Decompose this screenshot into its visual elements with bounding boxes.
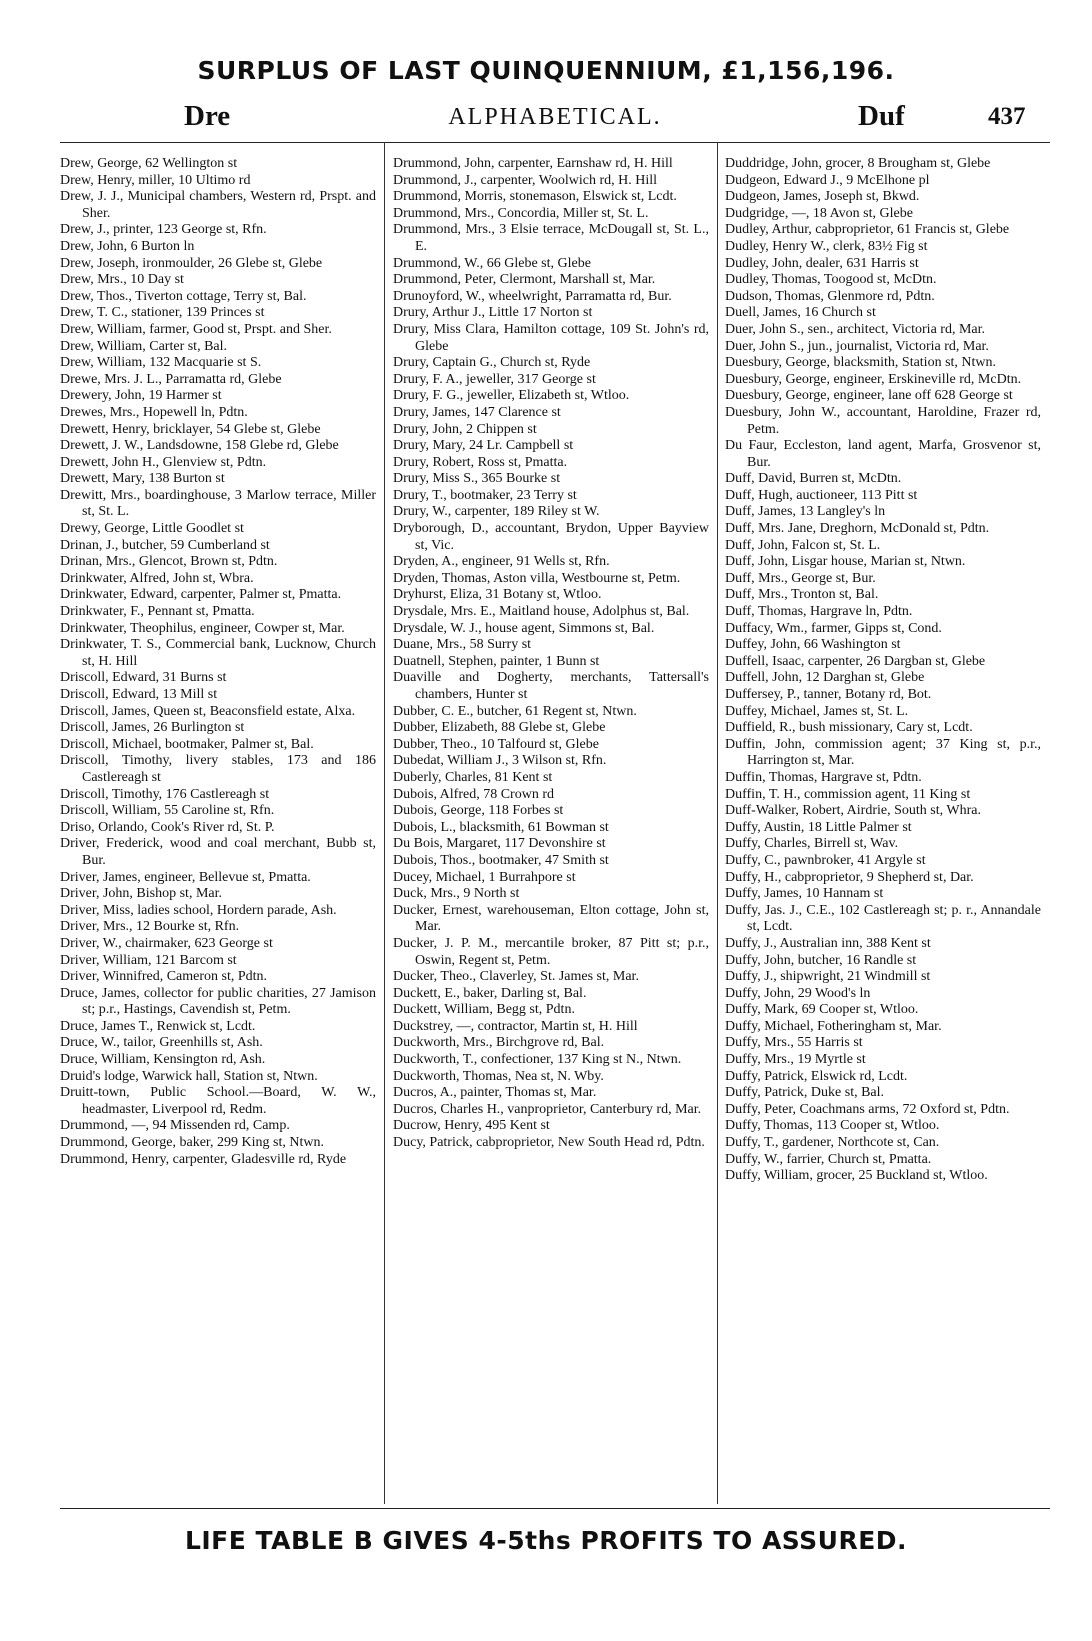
directory-entry: Drew, Mrs., 10 Day st xyxy=(60,272,184,288)
directory-entry: Drummond, Morris, stonemason, Elswick st, Lcdt. xyxy=(393,189,677,205)
directory-entry: Duff-Walker, Robert, Airdrie, South st, Whra. xyxy=(725,803,981,819)
directory-entry: Dudley, Thomas, Toogood st, McDtn. xyxy=(725,272,937,288)
directory-entry: Duckworth, Thomas, Nea st, N. Wby. xyxy=(393,1068,604,1084)
directory-entry: Drury, Mary, 24 Lr. Campbell st xyxy=(393,438,574,454)
directory-entry: Drinkwater, T. S., Commercial bank, Lucknow, Church st, H. Hill xyxy=(60,637,376,669)
directory-entry: Driver, Miss, ladies school, Hordern parade, Ash. xyxy=(60,902,337,918)
directory-entry: Duffy, Mrs., 55 Harris st xyxy=(725,1035,863,1051)
directory-entry: Drummond, Mrs., Concordia, Miller st, St. L. xyxy=(393,205,649,221)
directory-entry: Duer, John S., jun., journalist, Victoria rd, Mar. xyxy=(725,338,989,354)
directory-entry: Duer, John S., sen., architect, Victoria rd, Mar. xyxy=(725,321,985,337)
header-range-start: Dre xyxy=(184,100,231,132)
directory-entry: Duesbury, George, engineer, lane off 628 George st xyxy=(725,388,1013,404)
directory-entry: Drury, F. A., jeweller, 317 George st xyxy=(393,371,596,387)
directory-entry: Dryhurst, Eliza, 31 Botany st, Wtloo. xyxy=(393,587,602,603)
directory-entry: Ducker, J. P. M., mercantile broker, 87 Pitt st; p.r., Oswin, Regent st, Petm. xyxy=(393,935,709,968)
directory-entry: Duffy, William, grocer, 25 Buckland st, Wtloo. xyxy=(725,1168,988,1184)
directory-entry: Dudson, Thomas, Glenmore rd, Pdtn. xyxy=(725,288,935,304)
directory-entry: Duffy, H., cabproprietor, 9 Shepherd st, Dar. xyxy=(725,869,974,885)
directory-entry: Driver, Mrs., 12 Bourke st, Rfn. xyxy=(60,919,240,935)
directory-entry: Druce, James, collector for public charities, 27 Jamison st; p.r., Hastings, Cavendish st, Petm. xyxy=(60,985,376,1018)
directory-entry: Du Bois, Margaret, 117 Devonshire st xyxy=(393,836,606,852)
footer-rule xyxy=(60,1508,1050,1509)
directory-entry: Drummond, Henry, carpenter, Gladesville rd, Ryde xyxy=(60,1151,347,1167)
directory-entry: Drewery, John, 19 Harmer st xyxy=(60,388,222,404)
directory-entry: Drury, T., bootmaker, 23 Terry st xyxy=(393,487,577,503)
directory-entry: Druce, James T., Renwick st, Lcdt. xyxy=(60,1018,256,1034)
directory-entry: Drinan, J., butcher, 59 Cumberland st xyxy=(60,537,270,553)
directory-entry: Duff, Mrs., George st, Bur. xyxy=(725,570,876,586)
directory-entry: Ducker, Theo., Claverley, St. James st, Mar. xyxy=(393,969,639,985)
directory-entry: Dryden, Thomas, Aston villa, Westbourne st, Petm. xyxy=(393,570,681,586)
directory-column-3 xyxy=(725,156,1041,1501)
directory-entry: Drewett, John H., Glenview st, Pdtn. xyxy=(60,454,267,470)
directory-entry: Drewy, George, Little Goodlet st xyxy=(60,521,244,537)
directory-entry: Driscoll, Timothy, livery stables, 173 and 186 Castlereagh st xyxy=(60,753,376,785)
directory-entry: Drysdale, Mrs. E., Maitland house, Adolphus st, Bal. xyxy=(393,604,690,620)
directory-entry: Dudgeon, Edward J., 9 McElhone pl xyxy=(725,172,930,188)
directory-entry: Drewe, Mrs. J. L., Parramatta rd, Glebe xyxy=(60,371,282,387)
directory-entry: Drew, Henry, miller, 10 Ultimo rd xyxy=(60,172,251,188)
directory-entry: Duff, James, 13 Langley's ln xyxy=(725,504,886,520)
directory-entry: Drewett, Mary, 138 Burton st xyxy=(60,471,225,487)
directory-entry: Duffy, Patrick, Elswick rd, Lcdt. xyxy=(725,1068,908,1084)
directory-entry: Drew, T. C., stationer, 139 Princes st xyxy=(60,305,265,321)
directory-entry: Ducey, Michael, 1 Burrahpore st xyxy=(393,869,576,885)
directory-entry: Drinkwater, Edward, carpenter, Palmer st, Pmatta. xyxy=(60,587,342,603)
column-divider xyxy=(717,142,718,1504)
directory-entry: Drew, Thos., Tiverton cottage, Terry st, Bal. xyxy=(60,288,307,304)
directory-entry: Drewett, J. W., Landsdowne, 158 Glebe rd, Glebe xyxy=(60,438,339,454)
directory-entry: Driver, W., chairmaker, 623 George st xyxy=(60,935,273,951)
directory-entry: Duckett, William, Begg st, Pdtn. xyxy=(393,1002,575,1018)
directory-entry: Duffy, John, butcher, 16 Randle st xyxy=(725,952,917,968)
directory-entry: Duffy, T., gardener, Northcote st, Can. xyxy=(725,1135,940,1151)
directory-entry: Drury, Robert, Ross st, Pmatta. xyxy=(393,454,568,470)
directory-entry: Drew, John, 6 Burton ln xyxy=(60,238,195,254)
directory-entry: Duffy, John, 29 Wood's ln xyxy=(725,985,871,1001)
directory-entry: Drummond, George, baker, 299 King st, Ntwn. xyxy=(60,1135,324,1151)
directory-entry: Dubois, George, 118 Forbes st xyxy=(393,803,564,819)
directory-entry: Ducy, Patrick, cabproprietor, New South Head rd, Pdtn. xyxy=(393,1135,705,1151)
directory-entry: Duffy, C., pawnbroker, 41 Argyle st xyxy=(725,852,926,868)
directory-entry: Dudley, Arthur, cabproprietor, 61 Francis st, Glebe xyxy=(725,222,1010,238)
directory-entry: Drummond, W., 66 Glebe st, Glebe xyxy=(393,255,591,271)
directory-entry: Dryborough, D., accountant, Brydon, Upper Bayview st, Vic. xyxy=(393,521,709,553)
directory-entry: Du Faur, Eccleston, land agent, Marfa, Grosvenor st, Bur. xyxy=(725,438,1041,470)
directory-entry: Driscoll, Edward, 31 Burns st xyxy=(60,670,227,686)
directory-entry: Drew, William, 132 Macquarie st S. xyxy=(60,355,262,371)
directory-entry: Drury, W., carpenter, 189 Riley st W. xyxy=(393,504,600,520)
directory-entry: Drury, Miss S., 365 Bourke st xyxy=(393,471,561,487)
directory-entry: Driver, John, Bishop st, Mar. xyxy=(60,886,222,902)
directory-entry: Drew, William, Carter st, Bal. xyxy=(60,338,228,354)
directory-entry: Duffey, John, 66 Washington st xyxy=(725,637,901,653)
directory-entry: Duffy, Mrs., 19 Myrtle st xyxy=(725,1052,866,1068)
directory-entry: Duffey, Michael, James st, St. L. xyxy=(725,703,909,719)
directory-entry: Duffy, Charles, Birrell st, Wav. xyxy=(725,836,899,852)
directory-entry: Duckett, E., baker, Darling st, Bal. xyxy=(393,985,587,1001)
directory-entry: Duff, John, Lisgar house, Marian st, Ntwn. xyxy=(725,554,966,570)
directory-column-1 xyxy=(60,156,376,1501)
directory-entry: Drysdale, W. J., house agent, Simmons st, Bal. xyxy=(393,620,655,636)
directory-entry: Driver, James, engineer, Bellevue st, Pmatta. xyxy=(60,869,311,885)
directory-entry: Drinkwater, Alfred, John st, Wbra. xyxy=(60,570,254,586)
directory-entry: Duck, Mrs., 9 North st xyxy=(393,886,520,902)
directory-entry: Druce, W., tailor, Greenhills st, Ash. xyxy=(60,1035,263,1051)
directory-entry: Druid's lodge, Warwick hall, Station st, Ntwn. xyxy=(60,1068,318,1084)
directory-entry: Druce, William, Kensington rd, Ash. xyxy=(60,1052,266,1068)
directory-entry: Duesbury, George, engineer, Erskineville rd, McDtn. xyxy=(725,371,1022,387)
directory-entry: Drew, J. J., Municipal chambers, Western rd, Prspt. and Sher. xyxy=(60,189,376,221)
directory-entry: Duell, James, 16 Church st xyxy=(725,305,876,321)
directory-entry: Drummond, Mrs., 3 Elsie terrace, McDougall st, St. L., E. xyxy=(393,222,709,254)
directory-entry: Duffin, John, commission agent; 37 King st, p.r., Harrington st, Mar. xyxy=(725,736,1041,769)
directory-entry: Dubber, Elizabeth, 88 Glebe st, Glebe xyxy=(393,720,606,736)
directory-entry: Driver, Winnifred, Cameron st, Pdtn. xyxy=(60,969,268,985)
directory-entry: Drew, Joseph, ironmoulder, 26 Glebe st, Glebe xyxy=(60,255,323,271)
page-number: 437 xyxy=(988,103,1026,130)
directory-entry: Drury, James, 147 Clarence st xyxy=(393,404,561,420)
directory-entry: Duffacy, Wm., farmer, Gipps st, Cond. xyxy=(725,620,942,636)
directory-entry: Duckstrey, —, contractor, Martin st, H. Hill xyxy=(393,1018,638,1034)
directory-entry: Drinkwater, F., Pennant st, Pmatta. xyxy=(60,604,255,620)
header-range-end: Duf xyxy=(858,100,905,132)
directory-entry: Dubois, Thos., bootmaker, 47 Smith st xyxy=(393,852,609,868)
directory-entry: Driso, Orlando, Cook's River rd, St. P. xyxy=(60,819,275,835)
directory-entry: Duff, Hugh, auctioneer, 113 Pitt st xyxy=(725,487,918,503)
directory-entry: Drew, J., printer, 123 George st, Rfn. xyxy=(60,222,267,238)
directory-entry: Drunoyford, W., wheelwright, Parramatta rd, Bur. xyxy=(393,288,672,304)
banner-bottom: LIFE TABLE B GIVES 4-5ths PROFITS TO ASSURED. xyxy=(184,1526,908,1555)
directory-entry: Drury, F. G., jeweller, Elizabeth st, Wtloo. xyxy=(393,388,630,404)
header-rule xyxy=(60,142,1050,143)
directory-entry: Driscoll, Timothy, 176 Castlereagh st xyxy=(60,786,270,802)
directory-entry: Drew, George, 62 Wellington st xyxy=(60,156,238,171)
directory-entry: Drummond, Peter, Clermont, Marshall st, Mar. xyxy=(393,272,656,288)
directory-entry: Duff, Mrs. Jane, Dreghorn, McDonald st, Pdtn. xyxy=(725,521,990,537)
directory-entry: Driscoll, Edward, 13 Mill st xyxy=(60,687,218,702)
directory-entry: Drinan, Mrs., Glencot, Brown st, Pdtn. xyxy=(60,554,278,570)
directory-entry: Drewitt, Mrs., boardinghouse, 3 Marlow terrace, Miller st, St. L. xyxy=(60,487,376,520)
directory-entry: Dudley, John, dealer, 631 Harris st xyxy=(725,255,919,271)
directory-entry: Duffy, Michael, Fotheringham st, Mar. xyxy=(725,1018,942,1034)
directory-entry: Duffy, W., farrier, Church st, Pmatta. xyxy=(725,1151,932,1167)
directory-column-2 xyxy=(393,156,709,1501)
directory-entry: Ducrow, Henry, 495 Kent st xyxy=(393,1118,550,1134)
directory-entry: Duffy, J., shipwright, 21 Windmill st xyxy=(725,969,931,985)
directory-entry: Duatnell, Stephen, painter, 1 Bunn st xyxy=(393,653,600,669)
directory-entry: Drummond, —, 94 Missenden rd, Camp. xyxy=(60,1118,290,1134)
directory-entry: Dubois, Alfred, 78 Crown rd xyxy=(393,786,554,802)
directory-entry: Drinkwater, Theophilus, engineer, Cowper st, Mar. xyxy=(60,620,345,636)
directory-entry: Duberly, Charles, 81 Kent st xyxy=(393,769,553,785)
directory-entry: Drewes, Mrs., Hopewell ln, Pdtn. xyxy=(60,404,248,420)
directory-entry: Dubber, C. E., butcher, 61 Regent st, Ntwn. xyxy=(393,703,637,719)
directory-entry: Duffy, Austin, 18 Little Palmer st xyxy=(725,819,912,835)
directory-entry: Duffy, Patrick, Duke st, Bal. xyxy=(725,1085,885,1101)
directory-entry: Duffin, T. H., commission agent, 11 King st xyxy=(725,786,971,802)
banner-top: SURPLUS OF LAST QUINQUENNIUM, £1,156,196. xyxy=(197,56,895,85)
directory-entry: Driver, Frederick, wood and coal merchant, Bubb st, Bur. xyxy=(60,836,376,868)
directory-entry: Duff, David, Burren st, McDtn. xyxy=(725,471,902,487)
directory-entry: Dubedat, William J., 3 Wilson st, Rfn. xyxy=(393,753,607,769)
directory-entry: Duckworth, Mrs., Birchgrove rd, Bal. xyxy=(393,1035,605,1051)
directory-entry: Drummond, John, carpenter, Earnshaw rd, H. Hill xyxy=(393,156,673,171)
directory-entry: Driscoll, William, 55 Caroline st, Rfn. xyxy=(60,803,275,819)
directory-entry: Duffy, Mark, 69 Cooper st, Wtloo. xyxy=(725,1002,919,1018)
directory-entry: Duff, Mrs., Tronton st, Bal. xyxy=(725,587,879,603)
page-header xyxy=(60,100,1050,140)
directory-entry: Duffy, Peter, Coachmans arms, 72 Oxford st, Pdtn. xyxy=(725,1101,1010,1117)
directory-entry: Drewett, Henry, bricklayer, 54 Glebe st, Glebe xyxy=(60,421,321,437)
directory-entry: Duddridge, John, grocer, 8 Brougham st, Glebe xyxy=(725,156,991,171)
directory-entry: Druitt-town, Public School.—Board, W. W., headmaster, Liverpool rd, Redm. xyxy=(60,1085,376,1117)
directory-entry: Dudgeon, James, Joseph st, Bkwd. xyxy=(725,189,920,205)
directory-entry: Duane, Mrs., 58 Surry st xyxy=(393,637,532,653)
directory-entry: Driscoll, James, Queen st, Beaconsfield estate, Alxa. xyxy=(60,703,356,719)
directory-entry: Duffy, J., Australian inn, 388 Kent st xyxy=(725,935,931,951)
directory-entry: Duff, Thomas, Hargrave ln, Pdtn. xyxy=(725,604,913,620)
directory-entry: Duffell, Isaac, carpenter, 26 Dargban st, Glebe xyxy=(725,653,986,669)
directory-entry: Driscoll, Michael, bootmaker, Palmer st, Bal. xyxy=(60,736,314,752)
directory-entry: Duffy, Jas. J., C.E., 102 Castlereagh st; p. r., Annandale st, Lcdt. xyxy=(725,902,1041,935)
directory-entry: Drury, John, 2 Chippen st xyxy=(393,421,537,437)
directory-entry: Ducros, Charles H., vanproprietor, Canterbury rd, Mar. xyxy=(393,1101,702,1117)
directory-entry: Drury, Arthur J., Little 17 Norton st xyxy=(393,305,593,321)
directory-entry: Dudgridge, —, 18 Avon st, Glebe xyxy=(725,205,913,221)
directory-entry: Drew, William, farmer, Good st, Prspt. and Sher. xyxy=(60,321,332,337)
directory-entry: Duesbury, John W., accountant, Haroldine, Frazer rd, Petm. xyxy=(725,404,1041,437)
directory-entry: Dryden, A., engineer, 91 Wells st, Rfn. xyxy=(393,554,610,570)
directory-entry: Drummond, J., carpenter, Woolwich rd, H. Hill xyxy=(393,172,658,188)
directory-entry: Dubois, L., blacksmith, 61 Bowman st xyxy=(393,819,609,835)
directory-entry: Duff, John, Falcon st, St. L. xyxy=(725,537,881,553)
directory-entry: Duesbury, George, blacksmith, Station st, Ntwn. xyxy=(725,355,997,371)
header-title: ALPHABETICAL. xyxy=(448,104,662,130)
column-divider xyxy=(384,142,385,1504)
directory-entry: Duffy, James, 10 Hannam st xyxy=(725,886,884,902)
directory-entry: Ducros, A., painter, Thomas st, Mar. xyxy=(393,1085,597,1101)
directory-entry: Dudley, Henry W., clerk, 83½ Fig st xyxy=(725,238,928,254)
directory-entry: Drury, Miss Clara, Hamilton cottage, 109 St. John's rd, Glebe xyxy=(393,321,709,354)
directory-entry: Drury, Captain G., Church st, Ryde xyxy=(393,355,591,371)
directory-entry: Duaville and Dogherty, merchants, Tattersall's chambers, Hunter st xyxy=(393,670,709,702)
directory-entry: Ducker, Ernest, warehouseman, Elton cottage, John st, Mar. xyxy=(393,902,709,935)
directory-entry: Duffield, R., bush missionary, Cary st, Lcdt. xyxy=(725,720,973,736)
directory-entry: Duckworth, T., confectioner, 137 King st N., Ntwn. xyxy=(393,1052,682,1068)
directory-entry: Dubber, Theo., 10 Talfourd st, Glebe xyxy=(393,736,599,752)
directory-entry: Duffersey, P., tanner, Botany rd, Bot. xyxy=(725,687,932,702)
directory-entry: Duffell, John, 12 Darghan st, Glebe xyxy=(725,670,925,686)
directory-entry: Duffy, Thomas, 113 Cooper st, Wtloo. xyxy=(725,1118,940,1134)
directory-entry: Duffin, Thomas, Hargrave st, Pdtn. xyxy=(725,769,922,785)
directory-entry: Driscoll, James, 26 Burlington st xyxy=(60,720,245,736)
directory-entry: Driver, William, 121 Barcom st xyxy=(60,952,237,968)
